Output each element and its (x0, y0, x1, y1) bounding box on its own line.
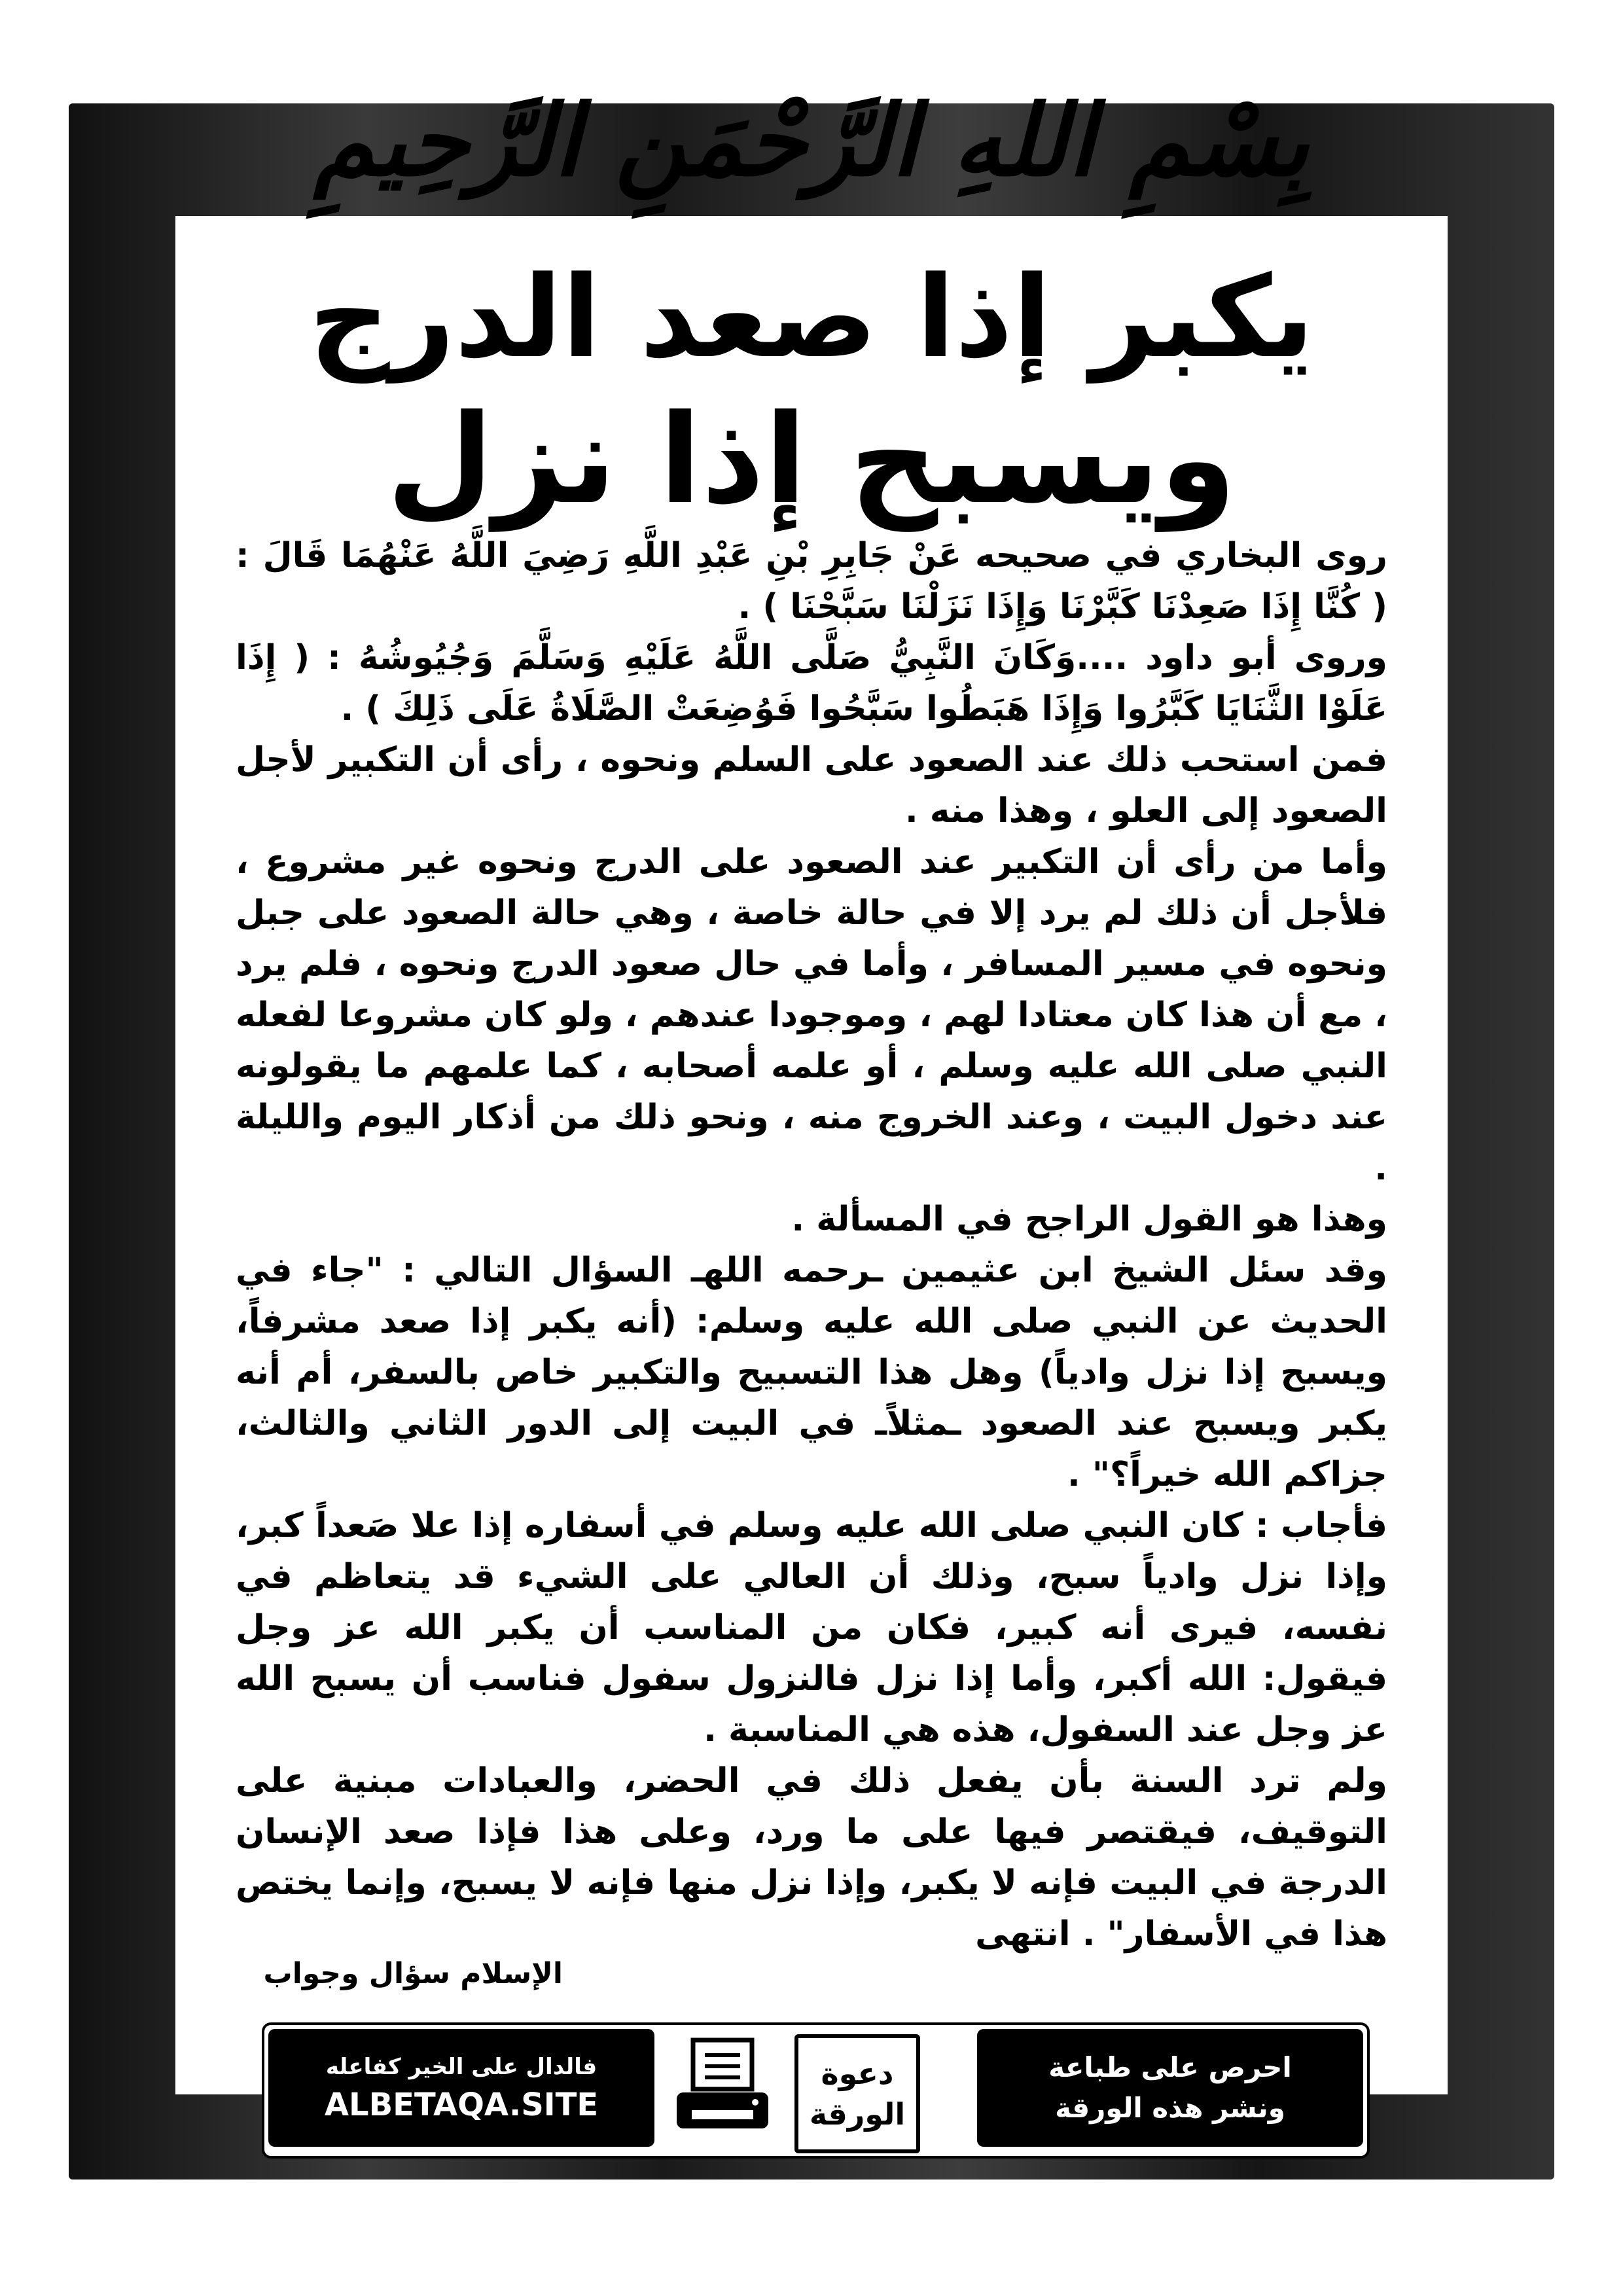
logo-word-1: دعوة (821, 2056, 894, 2091)
paragraph: فأجاب : كان النبي صلى الله عليه وسلم في أسفاره إذا علا صَعداً كبر، وإذا نزل وادياً سبح، وذلك أن العالي على الشيء قد يتعاظم في نفسه، فيرى أنه كبير، فكان من المناسب أن يكبر الله عز وجل فيقول: الله أكبر، وأما إذا نزل فالنزول سفول فناسب أن يسبح الله عز وجل عند السفول، هذه هي المناسبة . (236, 1506, 1387, 1749)
page-title-line1: يكبر إذا صعد الدرج (308, 251, 1315, 383)
paragraph: فمن استحب ذلك عند الصعود على السلم ونحوه ، رأى أن التكبير لأجل الصعود إلى العلو ، وهذا منه . (236, 740, 1387, 831)
paragraph: روى البخاري في صحيحه عَنْ جَابِرِ بْنِ عَبْدِ اللَّهِ رَضِيَ اللَّهُ عَنْهُمَا قَالَ : ( كُنَّا إِذَا صَعِدْنَا كَبَّرْنَا وَإِذَا نَزَلْنَا سَبَّحْنَا ) . (236, 536, 1387, 626)
paragraph: وأما من رأى أن التكبير عند الصعود على الدرج ونحوه غير مشروع ، فلأجل أن ذلك لم يرد إلا في حالة خاصة ، وهي حالة الصعود على جبل ونحوه في مسير المسافر ، وأما في حال صعود الدرج ونحوه ، فلم يرد ، مع أن هذا كان معتادا لهم ، وموجودا عندهم ، ولو كان مشروعا لفعله النبي صلى الله عليه وسلم ، أو علمه أصحابه ، كما علمهم ما يقولونه عند دخول البيت ، وعند الخروج منه ، ونحو ذلك من أذكار اليوم والليلة . (236, 842, 1387, 1188)
footer-print-line2: ونشر هذه الورقة (1055, 2092, 1285, 2124)
paragraph: وهذا هو القول الراجح في المسألة . (791, 1200, 1387, 1239)
article-body (236, 530, 1387, 1960)
logo-mark (794, 2034, 920, 2153)
website-link[interactable]: ALBETAQA.SITE (324, 2087, 599, 2123)
paragraph: وقد سئل الشيخ ابن عثيمين ـرحمه اللهـ السؤال التالي : "جاء في الحديث عن النبي صلى الله عليه وسلم: (أنه يكبر إذا صعد مشرفاً، ويسبح إذا نزل وادياً) وهل هذا التسبيح والتكبير خاص بالسفر، أم أنه يكبر ويسبح عند الصعود ـمثلاًـ في البيت إلى الدور الثاني والثالث، جزاكم الله خيراً؟" . (236, 1251, 1387, 1494)
footer-website-box (268, 2029, 654, 2147)
source-credit: الإسلام سؤال وجواب (263, 1957, 563, 1990)
paragraph: ولم ترد السنة بأن يفعل ذلك في الحضر، والعبادات مبنية على التوقيف، فيقتصر فيها على ما ورد، وعلى هذا فإذا صعد الإنسان الدرجة في البيت فإنه لا يكبر، وإذا نزل منها فإنه لا يسبح، وإنما يختص هذا في الأسفار" . انتهى (236, 1761, 1387, 1954)
logo-word-2: الورقة (809, 2096, 906, 2132)
footer-motto: فالدال على الخير كفاعله (325, 2054, 597, 2080)
footer-print-box (977, 2029, 1363, 2147)
footer-banner (262, 2022, 1370, 2159)
page-title-line2: ويسبح إذا نزل (387, 388, 1236, 531)
basmala-calligraphy: بِسْمِ اللهِ الرَّحْمَنِ الرَّحِيمِ (313, 83, 1310, 198)
printer-icon (673, 2037, 772, 2142)
footer-print-line1: احرص على طباعة (1048, 2051, 1292, 2083)
paragraph: وروى أبو داود ....وَكَانَ النَّبِيُّ صَلَّى اللَّهُ عَلَيْهِ وَسَلَّمَ وَجُيُوشُهُ : ( إِذَا عَلَوْا الثَّنَايَا كَبَّرُوا وَإِذَا هَبَطُوا سَبَّحُوا فَوُضِعَتْ الصَّلَاةُ عَلَى ذَلِكَ ) . (236, 638, 1387, 728)
